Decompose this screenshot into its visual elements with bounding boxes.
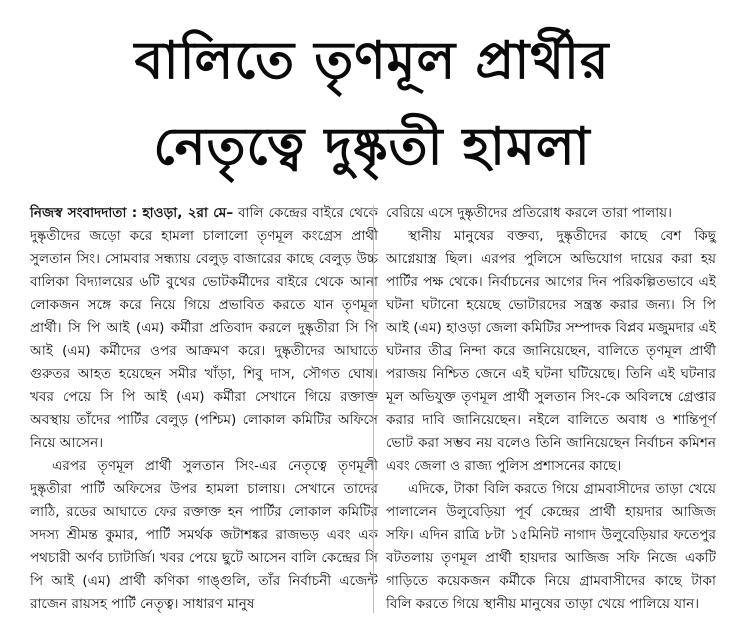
headline-line-1: বালিতে তৃণমূল প্রার্থীর [134,31,610,91]
article-paragraph: এদিকে, টাকা বিলি করতে গিয়ে গ্রামবাসীদের তাড়া খেয়ে পালালেন উলুবেড়িয়া পূর্ব কেন্দ্রের প্রার্থী হায়দার আজিজ সফি। এদিন রাত্রি ৮টা ১৫মিনিট নাগাদ উলুবেড়িয়ার ফতেপুর বটতলায় তৃণমূল প্রার্থী হায়দার আজিজ সফি নিজে একটি গাড়িতে কয়েকজন কর্মীকে নিয়ে গ্রামবাসীদের কাছে টাকা বিলি করতে গিয়ে স্থানীয় মানুষের তাড়া খেয়ে পালিয়ে যান। [386,481,716,612]
headline-line-2: নেতৃত্বে দুষ্কৃতী হামলা [153,117,591,177]
article-paragraph: এরপর তৃণমূল প্রার্থী সুলতান সিং-এর নেতৃত্বে তৃণমূলী দুষ্কৃতীরা পার্টি অফিসের উপর হামলা চালায়। সেখানে তাদের লাঠি, রডের আঘাতে ফের রক্তাক্ত হন পার্টির লোকাল কমিটির সদস্য শ্রীমন্ত কুমার, পার্টি সমর্থক জটাশঙ্কর রাজভড় এবং এক পথচারী অর্ণব চ্যাটার্জি। খবর পেয়ে ছুটে আসেন বালি কেন্দ্রের সি পি আই (এম) প্রার্থী কণিকা গাঙ্গুলি, তাঁর নির্বাচনী এজেন্ট রাজেন রায়সহ পার্টি নেতৃত্ব। সাধারণ মানুষ [30,458,378,612]
paragraph-text: বালি কেন্দ্রের বাইরে থেকে দুষ্কৃতীদের জড়ো করে হামলা চালালো তৃণমূল কংগ্রেস প্রার্থী সুলতান সিং। সোমবার সন্ধ্যায় বেলুড় বাজারের কাছে বেলুড় উচ্চ বালিকা বিদ্যালয়ের ৬টি বুথের ভোটকর্মীদের বাইরে থেকে আনা লোকজন সঙ্গে করে নিয়ে গিয়ে প্রভাবিত করতে যান তৃণমূল প্রার্থী। সি পি আই (এম) কর্মীরা প্রতিবাদ করলে দুষ্কৃতীরা সি পি আই (এম) কর্মীদের ওপর আক্রমণ করে। দুষ্কৃতীদের আঘাতে গুরুতর আহত হয়েছেন সমীর খাঁড়া, শিবু দাস, সৌগত ঘোষ। খবর পেয়ে সি পি আই (এম) কর্মীরা সেখানে গিয়ে রক্তাক্ত অবস্থায় তাঁদের পার্টির বেলুড় (পশ্চিম) লোকাল কমিটির অফিসে নিয়ে আসেন। [30,205,379,451]
article-paragraph: স্থানীয় মানুষের বক্তব্য, দুষ্কৃতীদের কাছে বেশ কিছু আগ্নেয়াস্ত্র ছিল। এরপর পুলিসে অভিযোগ দায়ের করা হয় পার্টির পক্ষ থেকে। নির্বাচনের আগের দিন পরিকল্পিতভাবে এই ঘটনা ঘটানো হয়েছে ভোটারদের সন্ত্রস্ত করার জন্য। সি পি আই (এম) হাওড়া জেলা কমিটির সম্পাদক বিপ্লব মজুমদার এই ঘটনার তীব্র নিন্দা করে জানিয়েছেন, বালিতে তৃণমূল প্রার্থী পরাজয় নিশ্চিত জেনে এই ঘটনা ঘটিয়েছে। তিনি এই ঘটনার মূল অভিযুক্ত তৃণমূল প্রার্থী সুলতান সিং-কে অবিলম্বে গ্রেপ্তার করার দাবি জানিয়েছেন। নইলে বালিতে অবাধ ও শান্তিপূর্ণ ভোট করা সম্ভব নয় বলেও তিনি জানিয়েছেন নির্বাচন কমিশন এবং জেলা ও রাজ্য পুলিস প্রশাসনের কাছে। [386,228,716,474]
article-paragraph [30,202,378,455]
article-column-right [386,202,716,616]
column-divider [373,205,374,613]
article-paragraph: বেরিয়ে এসে দুষ্কৃতীদের প্রতিরোধ করলে তারা পালায়। [386,205,673,221]
dateline: নিজস্ব সংবাদদাতা : হাওড়া, ২রা মে– [30,205,234,221]
headline [0,18,744,190]
article-column-left [30,202,378,616]
